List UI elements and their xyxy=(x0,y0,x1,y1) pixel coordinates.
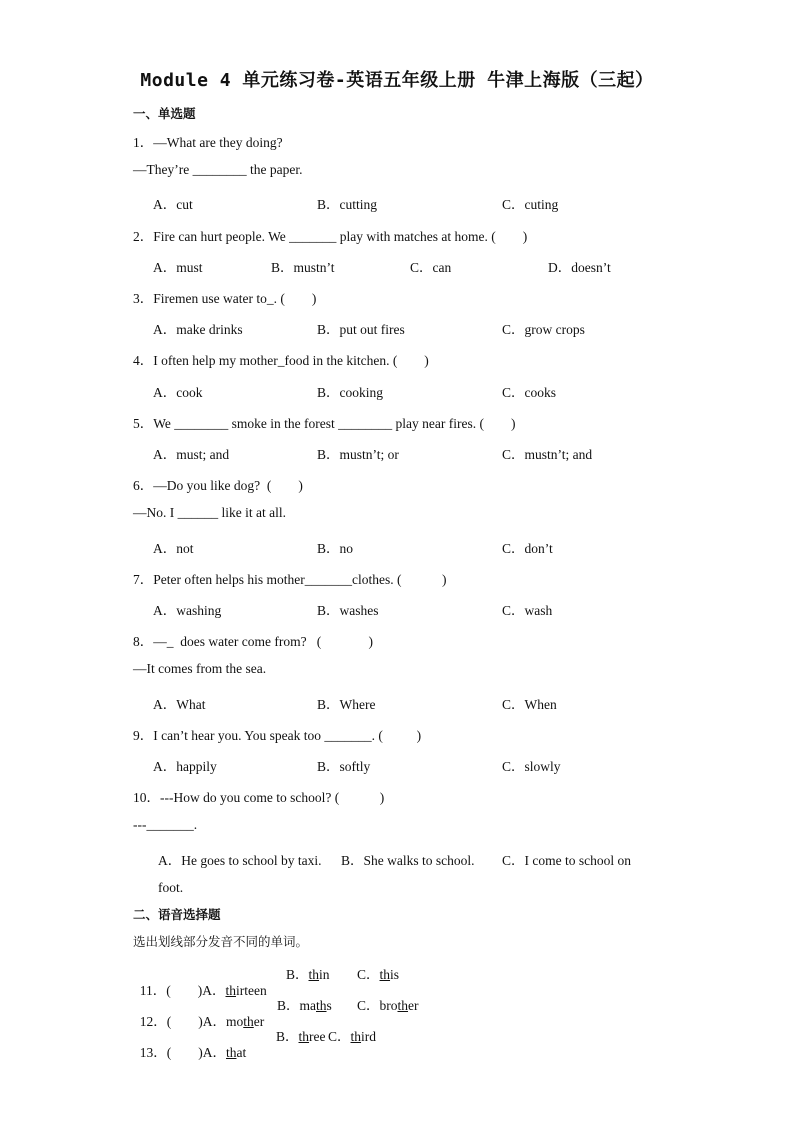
option-c[interactable]: C．I come to school on xyxy=(502,853,631,868)
option-c[interactable]: C．cooks xyxy=(502,385,556,400)
question-8-stem: 8．—_ does water come from? ( ) xyxy=(133,634,373,649)
question-3-stem: 3．Firemen use water to_. ( ) xyxy=(133,291,317,306)
question-number: 12．( ) xyxy=(139,1014,203,1029)
option-a[interactable]: A．washing xyxy=(153,603,222,618)
question-6-response: —No. I ______ like it at all. xyxy=(133,505,286,520)
question-number: 11．( ) xyxy=(139,983,203,998)
question-1-stem: 1．—What are they doing? xyxy=(133,135,283,150)
option-a[interactable]: A．not xyxy=(153,541,194,556)
option-b[interactable]: B．cooking xyxy=(317,385,383,400)
question-7-stem: 7．Peter often helps his mother_______clothes. ( ) xyxy=(133,572,447,587)
option-c[interactable]: C．cuting xyxy=(502,197,559,212)
option-c[interactable]: C．grow crops xyxy=(502,322,585,337)
option-a[interactable]: A．He goes to school by taxi. xyxy=(158,853,322,868)
option-a[interactable]: A．cook xyxy=(153,385,203,400)
question-12-option-b[interactable]: B．maths xyxy=(277,998,332,1013)
option-a[interactable]: A．mother xyxy=(202,1014,265,1029)
option-b[interactable]: B．mustn’t; or xyxy=(317,447,399,462)
option-a[interactable]: A．make drinks xyxy=(153,322,243,337)
option-c-wrap: foot. xyxy=(158,880,184,895)
option-c[interactable]: C．When xyxy=(502,697,557,712)
section-instruction: 选出划线部分发音不同的单词。 xyxy=(133,934,309,949)
option-c[interactable]: C．can xyxy=(410,260,452,275)
question-4-stem: 4．I often help my mother_food in the kitchen. ( ) xyxy=(133,353,429,368)
question-13-option-b[interactable]: B．three xyxy=(276,1029,326,1044)
section-heading-phonics: 二、语音选择题 xyxy=(133,907,221,922)
option-a[interactable]: A．thirteen xyxy=(202,983,267,998)
question-12-option-c[interactable]: C．brother xyxy=(357,998,419,1013)
option-d[interactable]: D．doesn’t xyxy=(548,260,611,275)
question-number: 13．( ) xyxy=(139,1045,203,1060)
option-b[interactable]: B．Where xyxy=(317,697,376,712)
question-2-stem: 2．Fire can hurt people. We _______ play with matches at home. ( ) xyxy=(133,229,528,244)
question-9-stem: 9．I can’t hear you. You speak too _______. ( ) xyxy=(133,728,422,743)
question-10-stem: 10．---How do you come to school? ( ) xyxy=(133,790,385,805)
option-b[interactable]: B．cutting xyxy=(317,197,377,212)
question-8-response: —It comes from the sea. xyxy=(133,661,267,676)
option-c[interactable]: C．don’t xyxy=(502,541,553,556)
question-5-stem: 5．We ________ smoke in the forest ________ play near fires. ( ) xyxy=(133,416,516,431)
question-11-option-c[interactable]: C．this xyxy=(357,967,400,982)
option-c[interactable]: C．wash xyxy=(502,603,553,618)
question-10-response: ---_______. xyxy=(133,817,198,832)
question-1-response: —They’re ________ the paper. xyxy=(133,162,303,177)
option-a[interactable]: A．that xyxy=(202,1045,247,1060)
option-c[interactable]: C．slowly xyxy=(502,759,561,774)
question-13 xyxy=(133,1025,246,1061)
option-b[interactable]: B．softly xyxy=(317,759,371,774)
question-13-option-c[interactable]: C．third xyxy=(328,1029,377,1044)
section-heading-single-choice: 一、单选题 xyxy=(133,106,196,121)
option-a[interactable]: A．cut xyxy=(153,197,193,212)
question-6-stem: 6．—Do you like dog? ( ) xyxy=(133,478,303,493)
option-a[interactable]: A．happily xyxy=(153,759,217,774)
option-c[interactable]: C．mustn’t; and xyxy=(502,447,593,462)
question-11-option-b[interactable]: B．thin xyxy=(286,967,330,982)
option-a[interactable]: A．must xyxy=(153,260,203,275)
option-b[interactable]: B．no xyxy=(317,541,354,556)
option-b[interactable]: B．mustn’t xyxy=(271,260,335,275)
option-b[interactable]: B．put out fires xyxy=(317,322,405,337)
page-title: Module 4 单元练习卷-英语五年级上册 牛津上海版（三起） xyxy=(140,70,654,91)
option-a[interactable]: A．must; and xyxy=(153,447,230,462)
option-a[interactable]: A．What xyxy=(153,697,206,712)
option-b[interactable]: B．washes xyxy=(317,603,379,618)
option-b[interactable]: B．She walks to school. xyxy=(341,853,475,868)
